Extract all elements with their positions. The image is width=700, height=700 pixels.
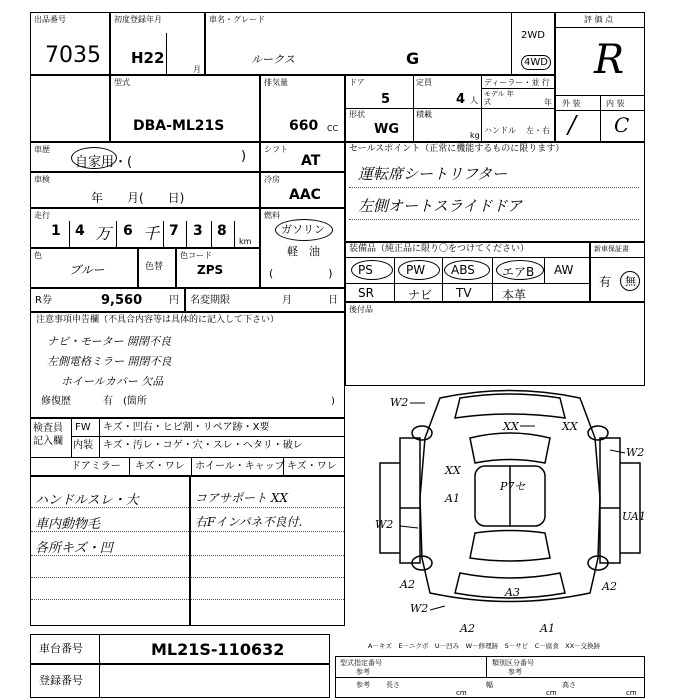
color-box bbox=[30, 248, 138, 288]
cc-box bbox=[260, 75, 345, 142]
sales-label: セールスポイント（正常に機能するものに限ります） bbox=[349, 144, 565, 154]
model-name: ルークス bbox=[251, 53, 295, 66]
sales-box bbox=[345, 142, 645, 242]
remark-left-3: 各所キズ・凹 bbox=[35, 541, 113, 556]
inspector-fw: FW bbox=[75, 422, 91, 433]
fuel-label: 燃料 bbox=[264, 211, 280, 220]
first-reg-box bbox=[110, 12, 205, 75]
shift-label: シフト bbox=[264, 145, 288, 154]
color-no-box bbox=[176, 248, 260, 288]
sales-line2: 左側オートスライドドア bbox=[358, 197, 522, 215]
color-change-box bbox=[138, 248, 176, 288]
equip-navi: ナビ bbox=[408, 288, 433, 302]
cc-label: 排気量 bbox=[264, 78, 288, 87]
inspector-mirror-defects: キズ・ワレ bbox=[135, 461, 185, 472]
use-label: 車歴 bbox=[34, 145, 50, 154]
cc-value: 660 bbox=[289, 118, 319, 134]
fuel-diesel: 軽 油 bbox=[287, 245, 320, 258]
mark-a3-rear: A3 bbox=[505, 586, 520, 599]
form-ref: 参考 bbox=[356, 668, 370, 676]
name-change-box bbox=[185, 288, 345, 312]
lot-box bbox=[30, 12, 110, 75]
color-no-label: 色コード bbox=[180, 251, 212, 260]
model-box bbox=[205, 12, 555, 75]
repair-value: 有 (箇所 bbox=[103, 396, 147, 407]
type-value: DBA-ML21S bbox=[133, 118, 225, 134]
first-reg-month: 月 bbox=[193, 65, 201, 74]
shape-label: 形状 bbox=[349, 110, 365, 119]
dim-width: 幅 bbox=[486, 681, 493, 689]
mileage-d7: 8 bbox=[217, 223, 227, 239]
score-box bbox=[555, 12, 645, 142]
equip-leather: 本革 bbox=[502, 288, 527, 302]
service-label: 新車保証書 bbox=[594, 245, 629, 253]
ac-box bbox=[260, 172, 345, 208]
mileage-label: 走行 bbox=[34, 211, 50, 220]
mileage-d0: 1 bbox=[51, 223, 61, 239]
remark-right-1: コアサポート XX bbox=[195, 491, 288, 505]
fuel-gasoline: ガソリン bbox=[281, 223, 325, 236]
dim-height: 高さ bbox=[562, 681, 576, 689]
reg-box bbox=[30, 664, 330, 698]
mileage-box bbox=[30, 208, 260, 248]
grade: G bbox=[406, 49, 420, 68]
first-reg-label: 初度登録年月 bbox=[114, 15, 162, 24]
mark-w2-right-fender: W2 bbox=[626, 446, 645, 459]
mark-xx-hood: XX bbox=[503, 420, 519, 433]
mark-a2-right-rear: A2 bbox=[602, 580, 617, 593]
color-change-label: 色替 bbox=[145, 262, 164, 272]
equip-pw: PW bbox=[406, 263, 426, 277]
type-label: 型式 bbox=[114, 78, 130, 87]
shift-value: AT bbox=[301, 153, 321, 169]
month-unit: 月 bbox=[282, 295, 292, 306]
drive-4wd: 4WD bbox=[521, 55, 551, 70]
cc-unit: CC bbox=[327, 124, 339, 133]
score-label: 評 価 点 bbox=[584, 15, 614, 24]
type-box bbox=[110, 75, 260, 142]
shape-value: WG bbox=[374, 122, 400, 137]
fuel-paren: ( ) bbox=[269, 267, 333, 280]
remark-left-1: ハンドルスレ・大 bbox=[35, 493, 139, 508]
inspector-box bbox=[30, 418, 345, 476]
remark-left-2: 車内動物毛 bbox=[35, 517, 101, 532]
notes-line3: ホイールカバー 欠品 bbox=[61, 375, 164, 388]
doors-label: ドア bbox=[349, 78, 365, 87]
recycle-label: R券 bbox=[35, 295, 52, 306]
inspector-wheel: ホイール・キャップ bbox=[195, 461, 285, 472]
equipment-label: 装備品（純正品に限り〇をつけてください） bbox=[349, 244, 530, 254]
overall-score: R bbox=[594, 37, 625, 83]
year-unit: 年 bbox=[544, 98, 552, 107]
mileage-d6: 3 bbox=[193, 223, 203, 239]
recycle-unit: 円 bbox=[169, 295, 179, 306]
use-value: 自家用・( bbox=[75, 155, 133, 170]
recycle-value: 9,560 bbox=[101, 293, 143, 308]
dim-length-cm: cm bbox=[456, 689, 467, 697]
notes-label: 注意事項申告欄（不具合内容等は具体的に記入して下さい） bbox=[36, 315, 280, 325]
mileage-d1: 4 bbox=[75, 223, 85, 239]
dim-length: 長さ bbox=[386, 681, 400, 689]
equip-aw: AW bbox=[554, 263, 574, 277]
equip-tv: TV bbox=[456, 286, 472, 300]
load-label: 積載 bbox=[416, 110, 432, 119]
service-no: 無 bbox=[625, 275, 636, 288]
ac-label: 冷房 bbox=[264, 175, 280, 184]
remark-right-2: 右Fインパネ不良付. bbox=[195, 515, 303, 529]
fuel-circle bbox=[275, 219, 333, 241]
lot-number: 7035 bbox=[45, 43, 101, 68]
inspector-row2: キズ・汚レ・コゲ・穴・スレ・ヘタリ・破レ bbox=[103, 440, 303, 451]
ext-label: 外 装 bbox=[562, 99, 581, 108]
dim-width-cm: cm bbox=[546, 689, 557, 697]
repair-close: ) bbox=[331, 396, 335, 407]
inspector-interior: 内装 bbox=[73, 440, 93, 451]
inspector-row1: キズ・凹右・ヒビ割・リペア跡・X要 bbox=[103, 422, 270, 433]
mark-a1-bumper: A1 bbox=[540, 622, 555, 635]
notes-box bbox=[30, 312, 345, 418]
use-close: ) bbox=[241, 149, 247, 164]
inspection-value: 年 月( 日) bbox=[91, 191, 185, 205]
doors-value: 5 bbox=[381, 92, 391, 107]
capacity-value: 4 bbox=[456, 92, 466, 107]
chassis-label: 車台番号 bbox=[39, 642, 83, 655]
mark-a2-bumper: A2 bbox=[460, 622, 475, 635]
class-label: 類別区分番号 bbox=[492, 659, 534, 667]
first-reg-year: H22 bbox=[131, 49, 165, 67]
inspector-wheel-defects: キズ・ワレ bbox=[287, 461, 337, 472]
mark-ua1-right-side: UA1 bbox=[622, 510, 646, 523]
service-yes: 有 bbox=[599, 275, 612, 289]
model-label: 車名・グレード bbox=[209, 15, 265, 24]
remarks-left-box bbox=[30, 476, 190, 626]
shift-box bbox=[260, 142, 345, 172]
mileage-d2: 万 bbox=[95, 224, 112, 243]
car-damage-diagram bbox=[360, 378, 660, 638]
mileage-unit: km bbox=[239, 237, 252, 246]
load-unit: kg bbox=[470, 131, 480, 140]
aftermarket-box bbox=[345, 302, 645, 386]
chassis-box bbox=[30, 634, 330, 664]
form-label: 型式指定番号 bbox=[340, 659, 382, 667]
mark-xx-left-door: XX bbox=[445, 464, 461, 477]
fuel-box bbox=[260, 208, 345, 288]
mark-w2-front-left: W2 bbox=[390, 396, 409, 409]
equip-ps: PS bbox=[358, 263, 373, 277]
inspection-box bbox=[30, 172, 260, 208]
form-box bbox=[335, 656, 645, 698]
inspection-label: 車検 bbox=[34, 175, 50, 184]
mark-xx-front-right: XX bbox=[562, 420, 578, 433]
notes-line1: ナビ・モーター 開閉不良 bbox=[47, 335, 172, 348]
lot-label: 出品番号 bbox=[34, 15, 66, 24]
recycle-box bbox=[30, 288, 185, 312]
color-no-value: ZPS bbox=[197, 263, 224, 277]
ext-score: / bbox=[568, 111, 577, 139]
inspector-label1: 検査員 bbox=[33, 423, 63, 434]
inspector-mirror: ドアミラー bbox=[71, 461, 121, 472]
capacity-unit: 人 bbox=[470, 96, 478, 105]
dealer-label: ディーラー・並 行 bbox=[484, 78, 550, 87]
mark-w2-left-side: W2 bbox=[375, 518, 394, 531]
spec-right bbox=[345, 75, 555, 142]
handle-options: 左・右 bbox=[526, 126, 550, 135]
lot-lower-box bbox=[30, 75, 110, 142]
equip-airbag: エアB bbox=[502, 265, 535, 279]
mileage-d4: 千 bbox=[143, 224, 160, 243]
remarks-right-box bbox=[190, 476, 345, 626]
use-box bbox=[30, 142, 260, 172]
mark-roof: P7セ bbox=[500, 480, 526, 493]
name-change-label: 名変期限 bbox=[190, 295, 230, 306]
inspector-label2: 記入欄 bbox=[33, 436, 63, 447]
service-box bbox=[590, 242, 645, 302]
equip-abs: ABS bbox=[451, 263, 475, 277]
class-ref: 参考 bbox=[508, 668, 522, 676]
drive-2wd: 2WD bbox=[521, 30, 545, 41]
aftermarket-label: 後付品 bbox=[349, 305, 373, 314]
damage-legend: A－キズ E－ニクボ U－凹み W－修理跡 S－サビ C－腐食 XX－交換跡 bbox=[368, 642, 601, 650]
mark-a1-left-door: A1 bbox=[445, 492, 460, 505]
dim-height-cm: cm bbox=[626, 689, 637, 697]
handle-label: ハンドル bbox=[484, 126, 516, 135]
dim-ref: 参考 bbox=[356, 681, 370, 689]
equipment-box bbox=[345, 242, 590, 302]
repair-label: 修復歴 bbox=[41, 396, 71, 407]
mileage-d5: 7 bbox=[169, 223, 179, 239]
mileage-d3: 6 bbox=[123, 223, 133, 239]
chassis-value: ML21S-110632 bbox=[151, 640, 285, 659]
day-unit: 日 bbox=[328, 295, 338, 306]
equip-sr: SR bbox=[358, 286, 374, 300]
int-score: C bbox=[614, 113, 630, 137]
mark-a2-left-rear: A2 bbox=[400, 578, 415, 591]
reg-label: 登録番号 bbox=[39, 674, 83, 687]
capacity-label: 定員 bbox=[416, 78, 432, 87]
ac-value: AAC bbox=[289, 187, 321, 203]
sales-line1: 運転席シートリフター bbox=[358, 165, 507, 183]
mark-w2-rear-left: W2 bbox=[410, 602, 429, 615]
int-label: 内 装 bbox=[606, 99, 625, 108]
use-circle bbox=[71, 147, 117, 169]
color-value: ブルー bbox=[69, 263, 105, 277]
notes-line2: 左側電格ミラー 開閉不良 bbox=[47, 355, 172, 368]
model-year-label: モデル 年式 bbox=[484, 90, 514, 106]
color-label: 色 bbox=[34, 251, 42, 260]
